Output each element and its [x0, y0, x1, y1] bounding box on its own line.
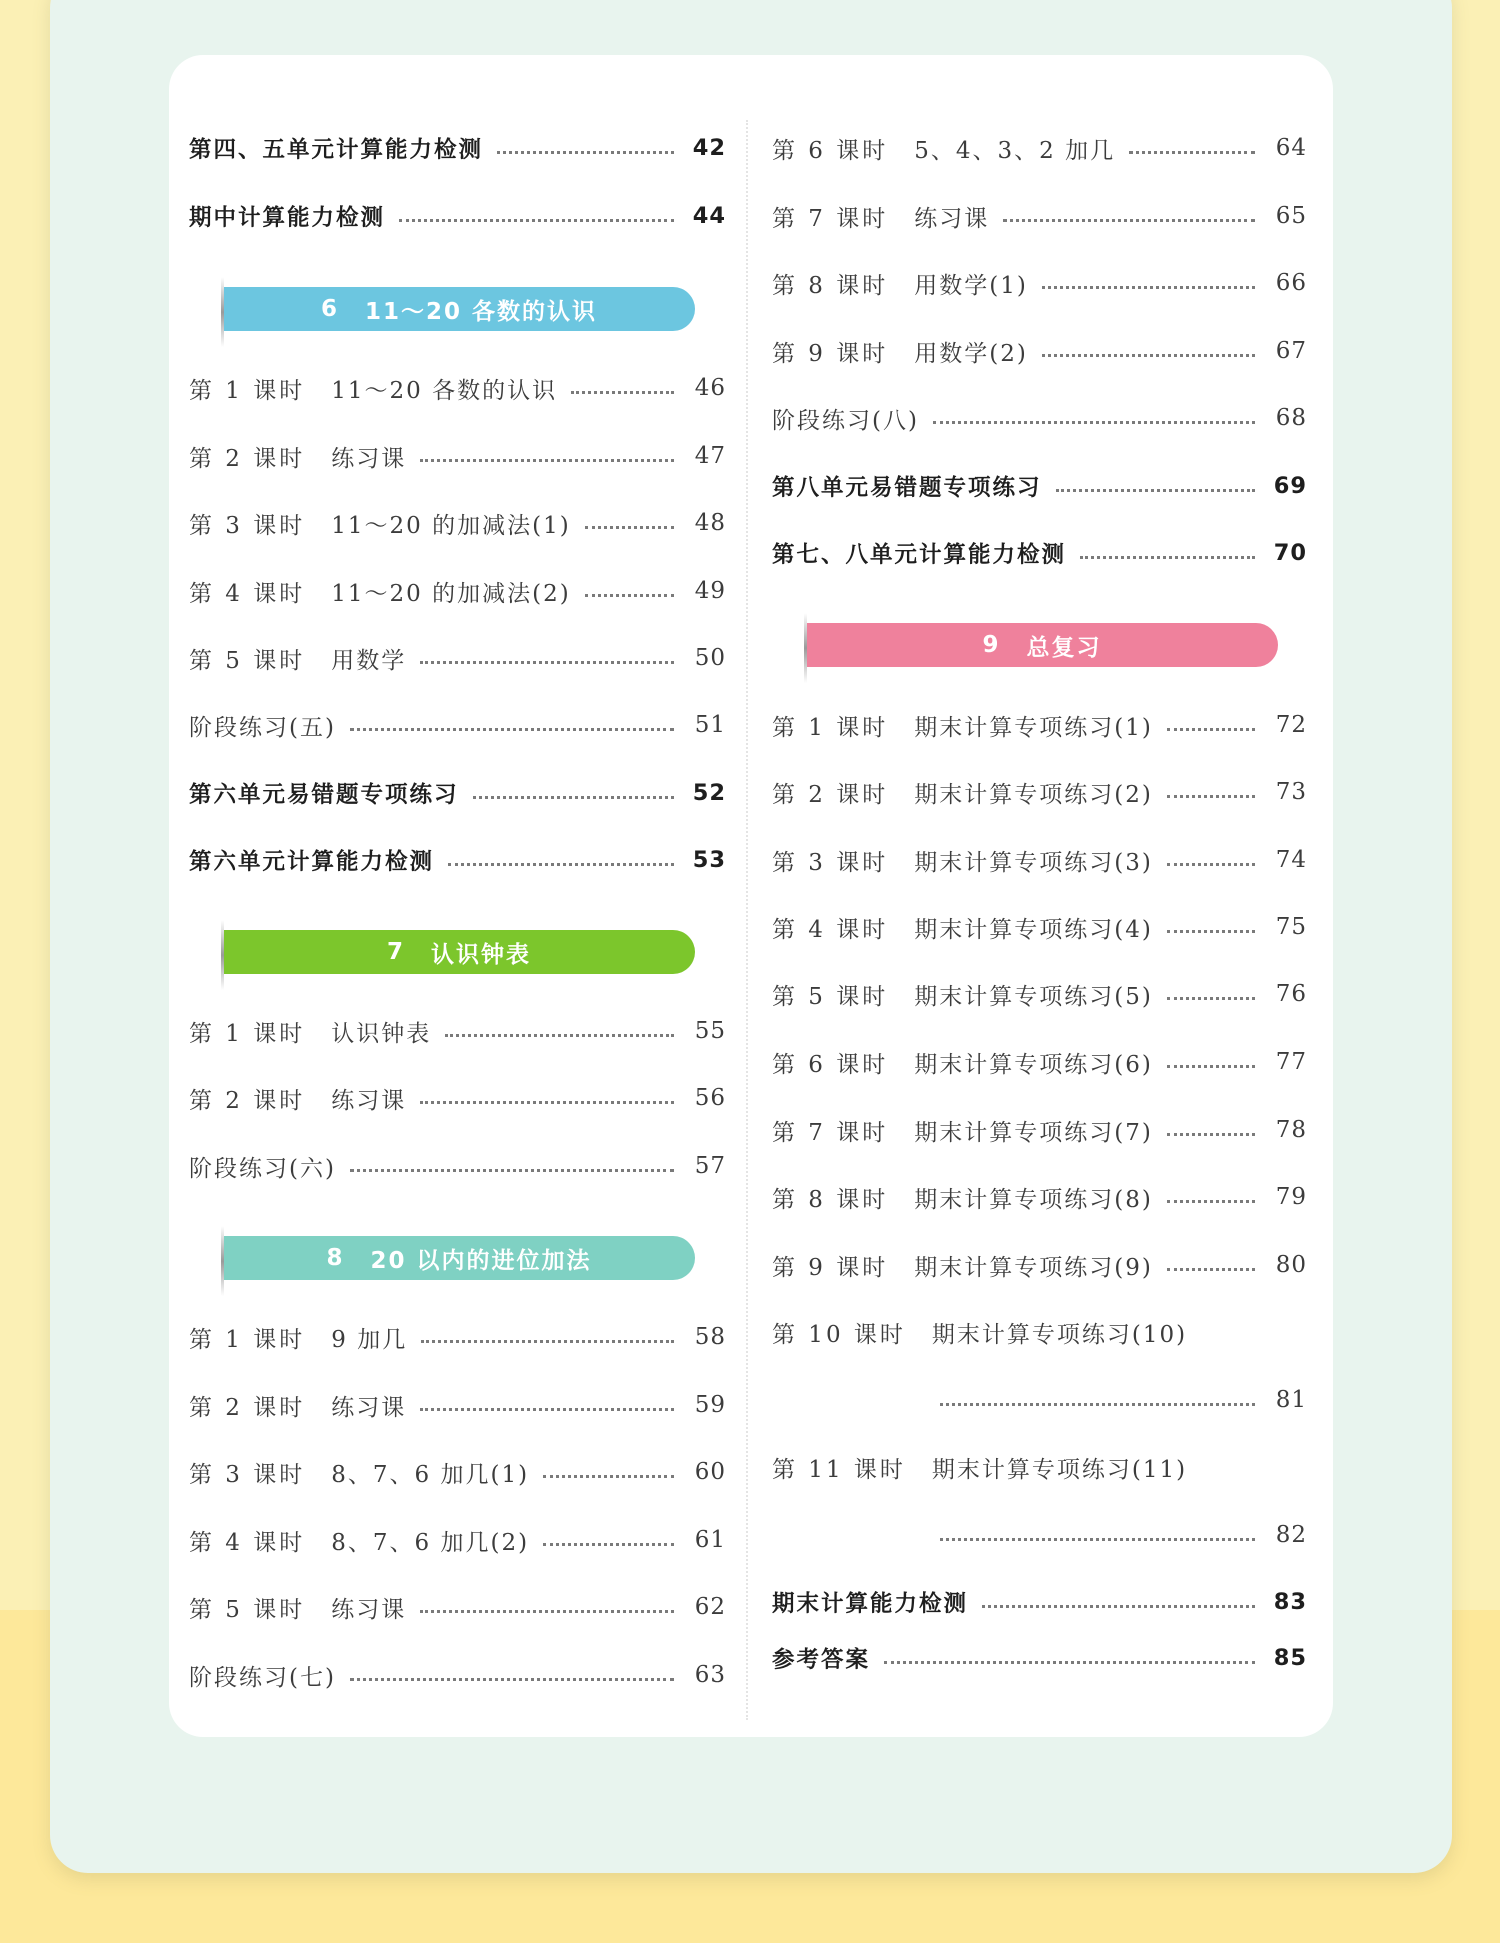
page-number: 68: [1275, 405, 1307, 431]
toc-entry[interactable]: [772, 1243, 1307, 1287]
lesson-number: 第 2 课时: [189, 445, 306, 472]
page-number: 52: [692, 780, 726, 806]
entry-title: 期末计算专项练习(6): [914, 1051, 1153, 1078]
entry-title: 期末计算专项练习(1): [914, 714, 1153, 741]
page-number: 44: [692, 203, 726, 229]
dot-leader: [473, 796, 674, 799]
entry-title: 练习课: [914, 205, 990, 232]
page-number: 75: [1275, 914, 1307, 940]
page-number: 80: [1275, 1252, 1307, 1278]
lesson-number: 第 1 课时: [189, 1020, 306, 1047]
toc-entry[interactable]: [189, 1315, 726, 1359]
dot-leader: [1167, 728, 1255, 731]
entry-title: 11～20 的加减法(2): [331, 580, 571, 607]
toc-entry[interactable]: [772, 972, 1307, 1016]
dot-leader: [1167, 795, 1255, 798]
dot-leader: [1129, 151, 1255, 154]
unit-number: 8: [326, 1245, 345, 1271]
toc-entry[interactable]: [189, 1144, 726, 1188]
entry-title: 8、7、6 加几(1): [331, 1461, 530, 1488]
dot-leader: [571, 391, 674, 394]
unit-title: 总复习: [1026, 634, 1102, 661]
entry-title: 参考答案: [772, 1647, 871, 1673]
entry-title: 阶段练习(七): [189, 1664, 336, 1691]
dot-leader: [420, 661, 674, 664]
page-number: 55: [694, 1018, 726, 1044]
entry-title: 期末计算专项练习(11): [931, 1456, 1188, 1483]
dot-leader: [421, 1340, 674, 1343]
dot-leader: [884, 1661, 1255, 1664]
dot-leader: [1167, 930, 1255, 933]
lesson-number: 第 3 课时: [189, 512, 306, 539]
dot-leader: [1042, 354, 1255, 357]
dot-leader: [448, 863, 674, 866]
toc-entry[interactable]: [772, 838, 1307, 882]
lesson-number: 第 5 课时: [189, 1596, 306, 1623]
page-number: 76: [1275, 981, 1307, 1007]
entry-title: 练习课: [331, 1394, 407, 1421]
page-number: 67: [1275, 338, 1307, 364]
toc-entry[interactable]: [772, 126, 1307, 170]
lesson-number: 第 3 课时: [772, 849, 889, 876]
dot-leader: [1167, 997, 1255, 1000]
unit-number: 6: [320, 296, 339, 322]
page-number: 79: [1275, 1184, 1307, 1210]
lesson-number: 第 2 课时: [772, 781, 889, 808]
entry-title: 期末计算专项练习(2): [914, 781, 1153, 808]
page-number: 82: [1275, 1522, 1307, 1548]
toc-entry[interactable]: [189, 636, 726, 680]
lesson-number: 第 9 课时: [772, 340, 889, 367]
entry-title: 用数学(2): [914, 340, 1028, 367]
toc-entry[interactable]: [189, 1450, 726, 1494]
entry-title: 期末计算专项练习(10): [931, 1321, 1188, 1348]
entry-title: 认识钟表: [331, 1020, 432, 1047]
dot-leader: [543, 1475, 674, 1478]
page-number: 61: [694, 1527, 726, 1553]
entry-title: 用数学(1): [914, 272, 1028, 299]
toc-entry[interactable]: [772, 531, 1307, 575]
page-number: 66: [1275, 270, 1307, 296]
dot-leader: [445, 1034, 674, 1037]
toc-entry[interactable]: [772, 261, 1307, 305]
entry-title: 期末计算专项练习(5): [914, 983, 1153, 1010]
page-number: 74: [1275, 847, 1307, 873]
lesson-number: 第 5 课时: [189, 647, 306, 674]
toc-entry[interactable]: [189, 434, 726, 478]
page-number: 59: [694, 1392, 726, 1418]
dot-leader: [420, 1101, 674, 1104]
dot-leader: [399, 219, 674, 222]
lesson-number: 第 1 课时: [189, 377, 306, 404]
page-number: 83: [1273, 1589, 1307, 1615]
toc-entry[interactable]: [189, 838, 726, 882]
page-number: 81: [1275, 1387, 1307, 1413]
page-number: 60: [694, 1459, 726, 1485]
entry-title: 第六单元计算能力检测: [189, 849, 435, 875]
toc-entry[interactable]: [189, 194, 726, 238]
toc-entry[interactable]: [772, 703, 1307, 747]
entry-title: 第八单元易错题专项练习: [772, 475, 1042, 501]
toc-entry[interactable]: [189, 771, 726, 815]
toc-entry[interactable]: [772, 770, 1307, 814]
lesson-number: 第 8 课时: [772, 272, 889, 299]
lesson-number: 第 1 课时: [772, 714, 889, 741]
toc-entry[interactable]: [189, 1518, 726, 1562]
dot-leader: [1042, 286, 1255, 289]
unit-banner: [223, 930, 695, 974]
toc-entry-continuation[interactable]: [772, 1378, 1307, 1422]
unit-banner: [223, 1236, 695, 1280]
page-number: 73: [1275, 779, 1307, 805]
unit-title: 认识钟表: [431, 941, 531, 968]
unit-number: 9: [982, 632, 1001, 658]
entry-title: 练习课: [331, 445, 407, 472]
dot-leader: [350, 1678, 674, 1681]
unit-number: 7: [386, 939, 405, 965]
page-number: 62: [694, 1594, 726, 1620]
entry-title: 5、4、3、2 加几: [914, 137, 1116, 164]
lesson-number: 第 2 课时: [189, 1087, 306, 1114]
dot-leader: [420, 459, 674, 462]
entry-title: 期末计算专项练习(4): [914, 916, 1153, 943]
toc-entry[interactable]: [772, 1175, 1307, 1219]
lesson-number: 第 7 课时: [772, 205, 889, 232]
page-number: 69: [1273, 473, 1307, 499]
dot-leader: [350, 1169, 674, 1172]
lesson-number: 第 10 课时: [772, 1321, 906, 1348]
unit-title: 11～20 各数的认识: [364, 298, 598, 325]
entry-title: 阶段练习(八): [772, 407, 919, 434]
dot-leader: [940, 1403, 1255, 1406]
toc-entry[interactable]: [189, 1383, 726, 1427]
dot-leader: [940, 1538, 1255, 1541]
page-number: 72: [1275, 712, 1307, 738]
page-number: 77: [1275, 1049, 1307, 1075]
toc-entry[interactable]: [772, 905, 1307, 949]
page-number: 49: [694, 578, 726, 604]
lesson-number: 第 11 课时: [772, 1456, 906, 1483]
entry-title: 期末计算能力检测: [772, 1591, 969, 1617]
page-number: 85: [1273, 1645, 1307, 1671]
page-number: 64: [1275, 135, 1307, 161]
dot-leader: [497, 151, 674, 154]
unit-title: 20 以内的进位加法: [370, 1247, 592, 1274]
toc-entry[interactable]: [772, 1636, 1307, 1680]
entry-title: 第四、五单元计算能力检测: [189, 137, 484, 163]
entry-title: 练习课: [331, 1596, 407, 1623]
lesson-number: 第 3 课时: [189, 1461, 306, 1488]
dot-leader: [933, 421, 1255, 424]
toc-entry[interactable]: [189, 1009, 726, 1053]
toc-entry[interactable]: [189, 703, 726, 747]
toc-entry[interactable]: [189, 126, 726, 170]
page-number: 53: [692, 847, 726, 873]
lesson-number: 第 4 课时: [189, 580, 306, 607]
page-number: 50: [694, 645, 726, 671]
page-number: 78: [1275, 1117, 1307, 1143]
page-number: 51: [694, 712, 726, 738]
toc-entry[interactable]: [772, 329, 1307, 373]
toc-entry[interactable]: [772, 1108, 1307, 1152]
toc-entry[interactable]: [189, 366, 726, 410]
entry-title: 第七、八单元计算能力检测: [772, 542, 1067, 568]
lesson-number: 第 6 课时: [772, 137, 889, 164]
dot-leader: [1167, 1268, 1255, 1271]
toc-entry[interactable]: [772, 1040, 1307, 1084]
dot-leader: [1167, 1200, 1255, 1203]
entry-title: 期末计算专项练习(8): [914, 1186, 1153, 1213]
entry-title: 11～20 各数的认识: [331, 377, 558, 404]
toc-entry[interactable]: [772, 1445, 1307, 1489]
page-number: 58: [694, 1324, 726, 1350]
page-number: 57: [694, 1153, 726, 1179]
entry-title: 期末计算专项练习(3): [914, 849, 1153, 876]
dot-leader: [1167, 1065, 1255, 1068]
lesson-number: 第 8 课时: [772, 1186, 889, 1213]
entry-title: 期中计算能力检测: [189, 205, 386, 231]
entry-title: 用数学: [331, 647, 407, 674]
unit-banner: [223, 287, 695, 331]
toc-entry[interactable]: [772, 1310, 1307, 1354]
entry-title: 11～20 的加减法(1): [331, 512, 571, 539]
page-number: 42: [692, 135, 726, 161]
page-number: 63: [694, 1662, 726, 1688]
page-number: 65: [1275, 203, 1307, 229]
toc-entry[interactable]: [189, 501, 726, 545]
toc-entry[interactable]: [772, 194, 1307, 238]
lesson-number: 第 6 课时: [772, 1051, 889, 1078]
unit-banner: [806, 623, 1278, 667]
entry-title: 阶段练习(五): [189, 714, 336, 741]
toc-entry[interactable]: [189, 1653, 726, 1697]
page-number: 47: [694, 443, 726, 469]
toc-entry[interactable]: [772, 1580, 1307, 1624]
page-number: 56: [694, 1085, 726, 1111]
entry-title: 期末计算专项练习(9): [914, 1254, 1153, 1281]
dot-leader: [585, 594, 674, 597]
dot-leader: [1003, 219, 1255, 222]
lesson-number: 第 2 课时: [189, 1394, 306, 1421]
lesson-number: 第 4 课时: [772, 916, 889, 943]
page-number: 46: [694, 375, 726, 401]
dot-leader: [420, 1408, 674, 1411]
toc-entry[interactable]: [772, 464, 1307, 508]
toc-entry-continuation[interactable]: [772, 1513, 1307, 1557]
dot-leader: [1080, 556, 1255, 559]
entry-title: 练习课: [331, 1087, 407, 1114]
dot-leader: [1167, 1133, 1255, 1136]
dot-leader: [982, 1605, 1255, 1608]
entry-title: 9 加几: [331, 1326, 408, 1353]
column-divider: [746, 120, 748, 1720]
toc-entry[interactable]: [772, 396, 1307, 440]
lesson-number: 第 5 课时: [772, 983, 889, 1010]
dot-leader: [420, 1610, 674, 1613]
page-number: 48: [694, 510, 726, 536]
entry-title: 阶段练习(六): [189, 1155, 336, 1182]
toc-entry[interactable]: [189, 1076, 726, 1120]
lesson-number: 第 1 课时: [189, 1326, 306, 1353]
toc-entry[interactable]: [189, 569, 726, 613]
page-number: 70: [1273, 540, 1307, 566]
dot-leader: [1056, 489, 1255, 492]
entry-title: 期末计算专项练习(7): [914, 1119, 1153, 1146]
lesson-number: 第 9 课时: [772, 1254, 889, 1281]
dot-leader: [543, 1543, 674, 1546]
toc-entry[interactable]: [189, 1585, 726, 1629]
dot-leader: [585, 526, 674, 529]
lesson-number: 第 7 课时: [772, 1119, 889, 1146]
dot-leader: [1167, 863, 1255, 866]
lesson-number: 第 4 课时: [189, 1529, 306, 1556]
dot-leader: [350, 728, 674, 731]
entry-title: 第六单元易错题专项练习: [189, 782, 459, 808]
entry-title: 8、7、6 加几(2): [331, 1529, 530, 1556]
